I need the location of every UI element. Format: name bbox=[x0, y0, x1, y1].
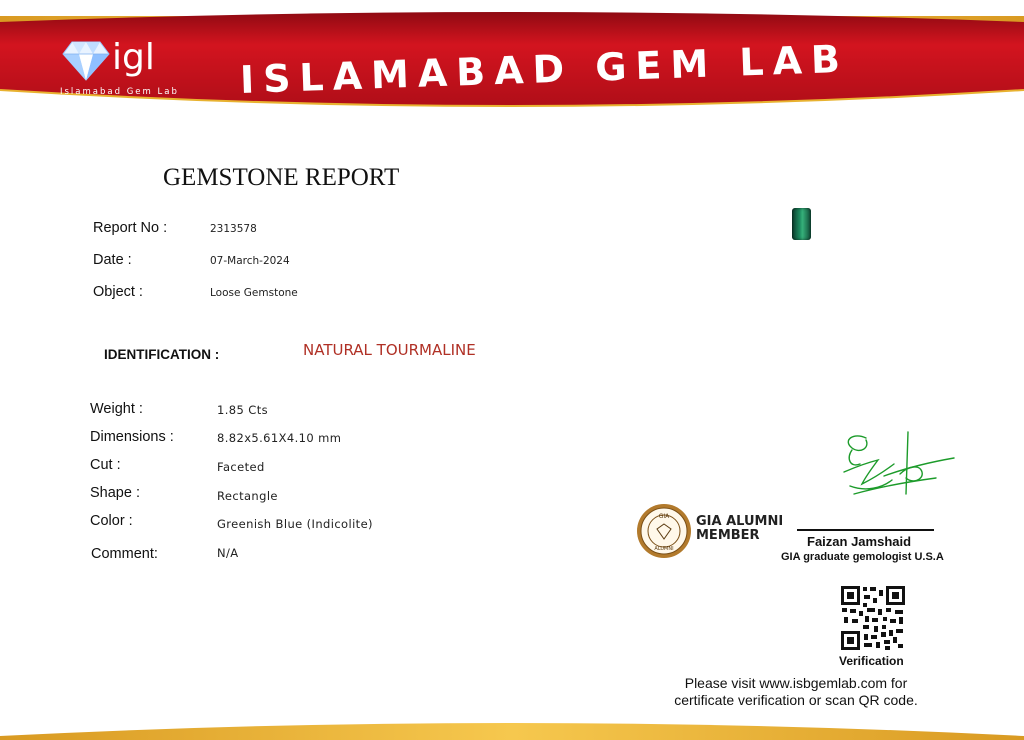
color-label: Color : bbox=[90, 513, 133, 529]
cut-value: Faceted bbox=[217, 460, 265, 474]
date-label: Date : bbox=[93, 252, 132, 268]
cut-label: Cut : bbox=[90, 457, 121, 473]
seal-top-text: GIA bbox=[658, 513, 670, 520]
shape-value: Rectangle bbox=[217, 489, 278, 503]
identification-value: NATURAL TOURMALINE bbox=[303, 341, 476, 359]
comment-value: N/A bbox=[217, 546, 239, 560]
gia-alumni-line1: GIA ALUMNI bbox=[696, 514, 784, 529]
report-no-value: 2313578 bbox=[210, 223, 257, 235]
diamond-logo-icon bbox=[62, 38, 110, 82]
shape-label: Shape : bbox=[90, 485, 140, 501]
qr-code-icon[interactable] bbox=[840, 585, 906, 651]
comment-label: Comment: bbox=[91, 546, 158, 562]
lab-name: ISLAMABAD GEM LAB bbox=[239, 36, 850, 102]
gia-seal-icon bbox=[636, 503, 692, 559]
object-label: Object : bbox=[93, 284, 143, 300]
signer-name: Faizan Jamshaid bbox=[807, 534, 912, 549]
gemstone-photo bbox=[792, 208, 811, 240]
dimensions-value: 8.82x5.61X4.10 mm bbox=[217, 431, 342, 445]
color-value: Greenish Blue (Indicolite) bbox=[217, 517, 373, 531]
logo-subtitle: Islamabad Gem Lab bbox=[60, 87, 179, 97]
weight-label: Weight : bbox=[90, 401, 143, 417]
identification-label: IDENTIFICATION : bbox=[104, 347, 220, 362]
footer-banner bbox=[0, 700, 1024, 740]
signature bbox=[836, 428, 958, 504]
verification-label: Verification bbox=[839, 654, 904, 668]
verification-instructions: Please visit www.isbgemlab.com for certificate verification or scan QR code. bbox=[674, 675, 918, 708]
date-value: 07-March-2024 bbox=[210, 255, 290, 267]
weight-value: 1.85 Cts bbox=[217, 403, 268, 417]
seal-bottom-text: ALUMNI bbox=[654, 546, 674, 552]
dimensions-label: Dimensions : bbox=[90, 429, 174, 445]
logo-text: igl bbox=[112, 37, 155, 78]
report-no-label: Report No : bbox=[93, 220, 168, 236]
gia-alumni-line2: MEMBER bbox=[696, 528, 760, 543]
object-value: Loose Gemstone bbox=[210, 287, 298, 299]
report-title: GEMSTONE REPORT bbox=[163, 164, 400, 191]
signer-title: GIA graduate gemologist U.S.A bbox=[781, 551, 944, 563]
signature-line bbox=[797, 529, 934, 531]
gia-alumni-text bbox=[696, 515, 783, 543]
